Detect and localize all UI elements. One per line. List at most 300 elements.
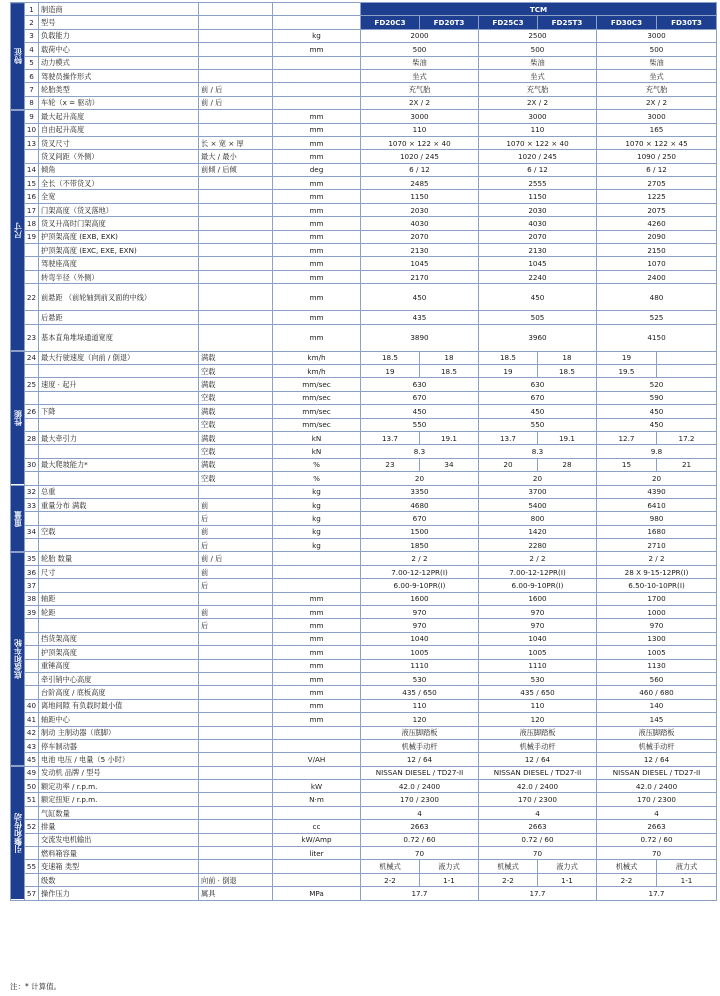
value-cell: 1-1 bbox=[657, 873, 717, 886]
value-cell: 450 bbox=[479, 284, 597, 311]
table-row bbox=[11, 766, 717, 779]
value-cell: 4390 bbox=[597, 485, 717, 498]
value-cell: 20 bbox=[479, 472, 597, 485]
value-cell: 530 bbox=[479, 672, 597, 685]
table-row bbox=[11, 472, 717, 485]
value-cell: 2130 bbox=[361, 244, 479, 257]
value-cell: 1110 bbox=[361, 659, 479, 672]
value-cell: 2-2 bbox=[479, 873, 538, 886]
spec-qualifier bbox=[199, 860, 273, 873]
value-cell: 20 bbox=[597, 472, 717, 485]
spec-name: 速度 · 起升 bbox=[39, 378, 199, 391]
spec-qualifier bbox=[199, 753, 273, 766]
value-cell: 1500 bbox=[361, 525, 479, 538]
spec-qualifier: 最大 / 最小 bbox=[199, 150, 273, 163]
spec-name bbox=[39, 364, 199, 377]
table-row bbox=[11, 646, 717, 659]
spec-qualifier bbox=[199, 780, 273, 793]
table-row bbox=[11, 378, 717, 391]
spec-unit bbox=[273, 552, 361, 565]
row-number bbox=[25, 873, 39, 886]
row-number bbox=[25, 847, 39, 860]
spec-name: 货叉升高时门架高度 bbox=[39, 217, 199, 230]
spec-name: 额定功率 / r.p.m. bbox=[39, 780, 199, 793]
value-cell: 19 bbox=[479, 364, 538, 377]
table-row bbox=[11, 177, 717, 190]
value-cell: 4030 bbox=[361, 217, 479, 230]
value-cell: 坐式 bbox=[361, 69, 479, 82]
row-number: 41 bbox=[25, 713, 39, 726]
value-cell: 2663 bbox=[479, 820, 597, 833]
table-row bbox=[11, 16, 717, 29]
spec-name bbox=[39, 512, 199, 525]
spec-name: 基本直角堆垛通道宽度 bbox=[39, 324, 199, 351]
value-cell: 12 / 64 bbox=[479, 753, 597, 766]
value-cell: 机械式 bbox=[597, 860, 657, 873]
spec-qualifier: 前 / 后 bbox=[199, 552, 273, 565]
value-cell: 500 bbox=[597, 43, 717, 56]
table-row bbox=[11, 820, 717, 833]
spec-unit: % bbox=[273, 472, 361, 485]
value-cell: 2710 bbox=[597, 539, 717, 552]
spec-unit bbox=[273, 83, 361, 96]
spec-qualifier: 空载 bbox=[199, 364, 273, 377]
value-cell: 1680 bbox=[597, 525, 717, 538]
spec-qualifier bbox=[199, 820, 273, 833]
table-row bbox=[11, 56, 717, 69]
table-row bbox=[11, 418, 717, 431]
value-cell: 450 bbox=[479, 405, 597, 418]
value-cell: 2170 bbox=[361, 270, 479, 283]
value-cell: 2X / 2 bbox=[597, 96, 717, 109]
row-number bbox=[25, 632, 39, 645]
value-cell: 3700 bbox=[479, 485, 597, 498]
table-row bbox=[11, 619, 717, 632]
spec-unit: kg bbox=[273, 539, 361, 552]
spec-qualifier bbox=[199, 270, 273, 283]
spec-name: 动力模式 bbox=[39, 56, 199, 69]
value-cell: 28 bbox=[538, 458, 597, 471]
spec-unit: km/h bbox=[273, 351, 361, 364]
value-cell: 1600 bbox=[361, 592, 479, 605]
value-cell: 液力式 bbox=[420, 860, 479, 873]
value-cell: 充气胎 bbox=[361, 83, 479, 96]
value-cell: 460 / 680 bbox=[597, 686, 717, 699]
spec-name: 车轮（x = 驱动） bbox=[39, 96, 199, 109]
spec-name: 级数 bbox=[39, 873, 199, 886]
spec-name bbox=[39, 445, 199, 458]
value-cell: 42.0 / 2400 bbox=[597, 780, 717, 793]
value-cell: 530 bbox=[361, 672, 479, 685]
value-cell: 970 bbox=[361, 606, 479, 619]
value-cell: 1000 bbox=[597, 606, 717, 619]
row-number: 57 bbox=[25, 887, 39, 900]
spec-unit bbox=[273, 16, 361, 29]
spec-qualifier bbox=[199, 244, 273, 257]
section-label: 性能 bbox=[11, 351, 25, 485]
row-number bbox=[25, 364, 39, 377]
row-number bbox=[25, 244, 39, 257]
spec-unit: cc bbox=[273, 820, 361, 833]
spec-qualifier: 前倾 / 后倾 bbox=[199, 163, 273, 176]
spec-qualifier: 满载 bbox=[199, 405, 273, 418]
table-row bbox=[11, 244, 717, 257]
spec-qualifier bbox=[199, 56, 273, 69]
table-row bbox=[11, 699, 717, 712]
table-row bbox=[11, 163, 717, 176]
value-cell: 2X / 2 bbox=[479, 96, 597, 109]
table-row bbox=[11, 458, 717, 471]
value-cell: 2070 bbox=[361, 230, 479, 243]
value-cell: 17.7 bbox=[479, 887, 597, 900]
value-cell: 110 bbox=[479, 699, 597, 712]
spec-name: 制动 主制动器（底脚） bbox=[39, 726, 199, 739]
spec-unit: kg bbox=[273, 512, 361, 525]
value-cell: 3350 bbox=[361, 485, 479, 498]
spec-qualifier bbox=[199, 713, 273, 726]
spec-unit: mm/sec bbox=[273, 378, 361, 391]
value-cell: 165 bbox=[597, 123, 717, 136]
table-row bbox=[11, 29, 717, 42]
value-cell: 1150 bbox=[479, 190, 597, 203]
spec-qualifier bbox=[199, 806, 273, 819]
value-cell: 3890 bbox=[361, 324, 479, 351]
value-cell: 12 / 64 bbox=[597, 753, 717, 766]
spec-qualifier bbox=[199, 43, 273, 56]
value-cell: 2070 bbox=[479, 230, 597, 243]
row-number bbox=[25, 646, 39, 659]
value-cell: 6.00-9-10PR(I) bbox=[479, 579, 597, 592]
spec-unit bbox=[273, 69, 361, 82]
value-cell: 970 bbox=[479, 619, 597, 632]
row-number bbox=[25, 418, 39, 431]
row-number: 36 bbox=[25, 565, 39, 578]
spec-name: 制造商 bbox=[39, 3, 199, 16]
value-cell: 435 / 650 bbox=[479, 686, 597, 699]
value-cell: NISSAN DIESEL / TD27-II bbox=[597, 766, 717, 779]
value-cell: 1005 bbox=[597, 646, 717, 659]
table-row bbox=[11, 847, 717, 860]
spec-unit: mm bbox=[273, 324, 361, 351]
footnote: 注：* 计算值。 bbox=[10, 982, 62, 991]
spec-unit bbox=[273, 3, 361, 16]
spec-qualifier: 前 / 后 bbox=[199, 96, 273, 109]
row-number: 55 bbox=[25, 860, 39, 873]
table-row bbox=[11, 672, 717, 685]
section-label: 重量 bbox=[11, 485, 25, 552]
spec-unit: N·m bbox=[273, 793, 361, 806]
value-cell: 3000 bbox=[479, 110, 597, 123]
spec-name: 全宽 bbox=[39, 190, 199, 203]
row-number: 13 bbox=[25, 136, 39, 149]
spec-unit: kg bbox=[273, 498, 361, 511]
value-cell: 1090 / 250 bbox=[597, 150, 717, 163]
value-cell: 18 bbox=[420, 351, 479, 364]
row-number: 23 bbox=[25, 324, 39, 351]
section-label: 底盘和车轮 bbox=[11, 552, 25, 766]
value-cell: 70 bbox=[479, 847, 597, 860]
spec-name bbox=[39, 472, 199, 485]
value-cell: 液力式 bbox=[538, 860, 597, 873]
row-number: 1 bbox=[25, 3, 39, 16]
spec-qualifier bbox=[199, 284, 273, 311]
spec-unit: mm/sec bbox=[273, 405, 361, 418]
row-number: 19 bbox=[25, 230, 39, 243]
value-cell: 18.5 bbox=[538, 364, 597, 377]
value-cell: 17.7 bbox=[361, 887, 479, 900]
table-row bbox=[11, 391, 717, 404]
value-cell: 机械手动杆 bbox=[479, 739, 597, 752]
row-number: 24 bbox=[25, 351, 39, 364]
spec-qualifier bbox=[199, 592, 273, 605]
table-row bbox=[11, 498, 717, 511]
table-row bbox=[11, 552, 717, 565]
row-number: 4 bbox=[25, 43, 39, 56]
spec-unit bbox=[273, 860, 361, 873]
spec-unit: deg bbox=[273, 163, 361, 176]
row-number: 49 bbox=[25, 766, 39, 779]
spec-unit: kW bbox=[273, 780, 361, 793]
value-cell: 970 bbox=[597, 619, 717, 632]
value-cell: 42.0 / 2400 bbox=[361, 780, 479, 793]
value-cell: 1045 bbox=[361, 257, 479, 270]
value-cell: 2130 bbox=[479, 244, 597, 257]
value-cell: 18.5 bbox=[479, 351, 538, 364]
value-cell: 9.8 bbox=[597, 445, 717, 458]
table-row bbox=[11, 284, 717, 311]
table-row bbox=[11, 780, 717, 793]
spec-name bbox=[39, 539, 199, 552]
row-number: 3 bbox=[25, 29, 39, 42]
row-number: 18 bbox=[25, 217, 39, 230]
value-cell: 42.0 / 2400 bbox=[479, 780, 597, 793]
spec-unit: mm bbox=[273, 606, 361, 619]
table-row bbox=[11, 431, 717, 444]
value-cell: 19 bbox=[361, 364, 420, 377]
value-cell: 2280 bbox=[479, 539, 597, 552]
value-cell: 1045 bbox=[479, 257, 597, 270]
value-cell: 435 / 650 bbox=[361, 686, 479, 699]
value-cell: 6.00-9-10PR(I) bbox=[361, 579, 479, 592]
spec-name: 台阶高度 / 底板高度 bbox=[39, 686, 199, 699]
value-cell: 500 bbox=[479, 43, 597, 56]
row-number bbox=[25, 539, 39, 552]
table-row bbox=[11, 324, 717, 351]
brand-cell: TCM bbox=[361, 3, 717, 16]
value-cell: 970 bbox=[361, 619, 479, 632]
spec-name: 轮胎类型 bbox=[39, 83, 199, 96]
value-cell: 110 bbox=[361, 123, 479, 136]
spec-qualifier: 空载 bbox=[199, 418, 273, 431]
table-row bbox=[11, 123, 717, 136]
spec-name: 停车制动器 bbox=[39, 739, 199, 752]
spec-qualifier: 满载 bbox=[199, 458, 273, 471]
spec-name: 门架高度（货叉落地） bbox=[39, 203, 199, 216]
value-cell: 液压脚踏板 bbox=[361, 726, 479, 739]
table-row bbox=[11, 136, 717, 149]
value-cell: 670 bbox=[361, 391, 479, 404]
row-number: 16 bbox=[25, 190, 39, 203]
spec-name: 重量分布 满载 bbox=[39, 498, 199, 511]
value-cell: 1-1 bbox=[420, 873, 479, 886]
section-label: 特征 bbox=[11, 3, 25, 110]
spec-unit: mm bbox=[273, 150, 361, 163]
spec-qualifier: 前 bbox=[199, 565, 273, 578]
table-row bbox=[11, 230, 717, 243]
spec-name: 驾驶员操作形式 bbox=[39, 69, 199, 82]
value-cell: 2030 bbox=[361, 203, 479, 216]
row-number: 17 bbox=[25, 203, 39, 216]
spec-qualifier bbox=[199, 16, 273, 29]
spec-name: 护顶架高度 (EXC, EXE, EXN) bbox=[39, 244, 199, 257]
value-cell: 450 bbox=[597, 405, 717, 418]
value-cell: 170 / 2300 bbox=[361, 793, 479, 806]
row-number bbox=[25, 257, 39, 270]
value-cell: 1005 bbox=[479, 646, 597, 659]
value-cell: 4680 bbox=[361, 498, 479, 511]
spec-qualifier bbox=[199, 177, 273, 190]
spec-unit bbox=[273, 806, 361, 819]
spec-name: 转弯半径（外侧） bbox=[39, 270, 199, 283]
table-row bbox=[11, 525, 717, 538]
row-number bbox=[25, 512, 39, 525]
row-number: 14 bbox=[25, 163, 39, 176]
row-number: 38 bbox=[25, 592, 39, 605]
row-number: 34 bbox=[25, 525, 39, 538]
table-row bbox=[11, 445, 717, 458]
value-cell: 1225 bbox=[597, 190, 717, 203]
row-number: 9 bbox=[25, 110, 39, 123]
value-cell: 23 bbox=[361, 458, 420, 471]
spec-qualifier bbox=[199, 311, 273, 324]
spec-qualifier bbox=[199, 190, 273, 203]
row-number: 22 bbox=[25, 284, 39, 311]
spec-qualifier: 空载 bbox=[199, 391, 273, 404]
row-number bbox=[25, 445, 39, 458]
spec-name: 尺寸 bbox=[39, 565, 199, 578]
spec-unit: mm bbox=[273, 110, 361, 123]
spec-qualifier: 后 bbox=[199, 539, 273, 552]
spec-unit: mm/sec bbox=[273, 418, 361, 431]
value-cell: 3000 bbox=[361, 110, 479, 123]
spec-unit: mm bbox=[273, 686, 361, 699]
value-cell: 0.72 / 60 bbox=[361, 833, 479, 846]
value-cell: 500 bbox=[361, 43, 479, 56]
value-cell: 21 bbox=[657, 458, 717, 471]
value-cell: 1110 bbox=[479, 659, 597, 672]
spec-qualifier bbox=[199, 485, 273, 498]
spec-qualifier bbox=[199, 739, 273, 752]
table-row bbox=[11, 351, 717, 364]
spec-name bbox=[39, 579, 199, 592]
spec-name: 气缸数量 bbox=[39, 806, 199, 819]
value-cell: 1420 bbox=[479, 525, 597, 538]
spec-unit: V/AH bbox=[273, 753, 361, 766]
spec-unit: mm bbox=[273, 257, 361, 270]
spec-unit bbox=[273, 726, 361, 739]
row-number bbox=[25, 270, 39, 283]
spec-name: 轮距 bbox=[39, 606, 199, 619]
row-number: 50 bbox=[25, 780, 39, 793]
spec-qualifier: 属具 bbox=[199, 887, 273, 900]
spec-qualifier bbox=[199, 203, 273, 216]
spec-unit: mm bbox=[273, 203, 361, 216]
value-cell: 140 bbox=[597, 699, 717, 712]
value-cell: NISSAN DIESEL / TD27-II bbox=[479, 766, 597, 779]
spec-unit bbox=[273, 96, 361, 109]
value-cell: 110 bbox=[479, 123, 597, 136]
value-cell: 1300 bbox=[597, 632, 717, 645]
model-cell: FD25T3 bbox=[538, 16, 597, 29]
spec-name: 倾角 bbox=[39, 163, 199, 176]
value-cell: 970 bbox=[479, 606, 597, 619]
spec-name: 空载 bbox=[39, 525, 199, 538]
value-cell: 液压脚踏板 bbox=[479, 726, 597, 739]
spec-unit: mm bbox=[273, 592, 361, 605]
model-cell: FD20T3 bbox=[420, 16, 479, 29]
row-number bbox=[25, 311, 39, 324]
spec-unit bbox=[273, 739, 361, 752]
row-number: 32 bbox=[25, 485, 39, 498]
row-number: 25 bbox=[25, 378, 39, 391]
spec-name: 载荷中心 bbox=[39, 43, 199, 56]
spec-name: 重锤高度 bbox=[39, 659, 199, 672]
table-row bbox=[11, 873, 717, 886]
row-number bbox=[25, 806, 39, 819]
value-cell: 2 / 2 bbox=[479, 552, 597, 565]
value-cell: 1070 bbox=[597, 257, 717, 270]
value-cell: 4 bbox=[361, 806, 479, 819]
value-cell: 19.5 bbox=[597, 364, 657, 377]
row-number: 30 bbox=[25, 458, 39, 471]
table-row bbox=[11, 565, 717, 578]
value-cell: 525 bbox=[597, 311, 717, 324]
value-cell: 柴油 bbox=[479, 56, 597, 69]
spec-unit: mm bbox=[273, 713, 361, 726]
table-row bbox=[11, 793, 717, 806]
row-number bbox=[25, 686, 39, 699]
row-number: 8 bbox=[25, 96, 39, 109]
spec-qualifier bbox=[199, 123, 273, 136]
spec-qualifier bbox=[199, 766, 273, 779]
row-number bbox=[25, 833, 39, 846]
row-number: 42 bbox=[25, 726, 39, 739]
spec-unit: mm bbox=[273, 284, 361, 311]
row-number: 10 bbox=[25, 123, 39, 136]
spec-name: 驾驶座高度 bbox=[39, 257, 199, 270]
spec-name: 最大起升高度 bbox=[39, 110, 199, 123]
value-cell: 2090 bbox=[597, 230, 717, 243]
spec-name: 额定扭矩 / r.p.m. bbox=[39, 793, 199, 806]
spec-unit: % bbox=[273, 458, 361, 471]
value-cell: 480 bbox=[597, 284, 717, 311]
value-cell: 170 / 2300 bbox=[597, 793, 717, 806]
spec-qualifier bbox=[199, 29, 273, 42]
value-cell: 590 bbox=[597, 391, 717, 404]
spec-name: 型号 bbox=[39, 16, 199, 29]
table-row bbox=[11, 405, 717, 418]
table-row bbox=[11, 726, 717, 739]
value-cell bbox=[657, 364, 717, 377]
spec-qualifier bbox=[199, 686, 273, 699]
spec-name: 下降 bbox=[39, 405, 199, 418]
table-row bbox=[11, 270, 717, 283]
row-number bbox=[25, 472, 39, 485]
spec-qualifier bbox=[199, 833, 273, 846]
value-cell: 670 bbox=[361, 512, 479, 525]
table-row bbox=[11, 539, 717, 552]
value-cell: 4260 bbox=[597, 217, 717, 230]
